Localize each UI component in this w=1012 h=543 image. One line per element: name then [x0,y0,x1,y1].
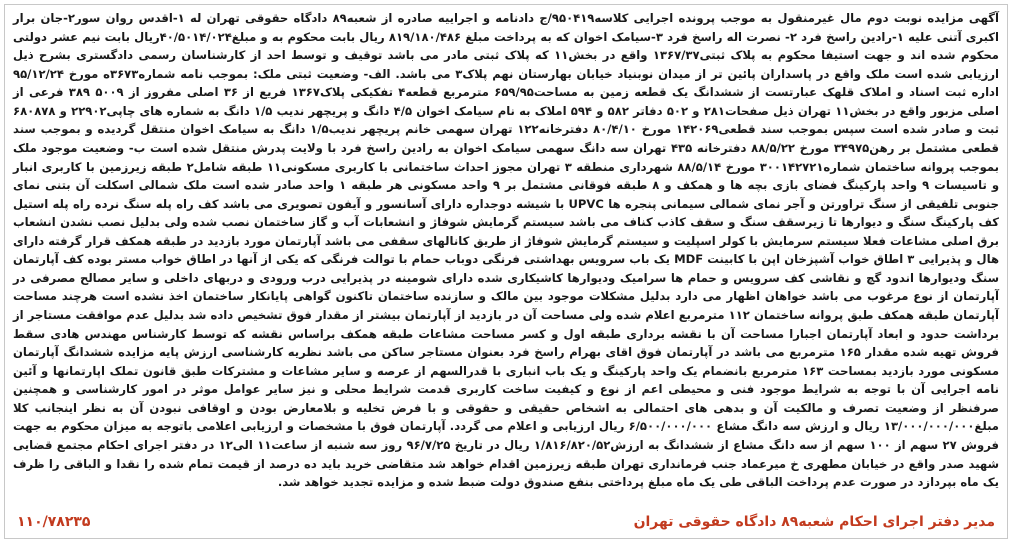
reference-number: ۱۱۰/۷۸۲۳۵ [17,514,91,530]
notice-footer [13,510,999,534]
notice-body-text: آگهی مزایده نوبت دوم مال غیرمنقول به موجب پرونده اجرایی کلاسه۹۵۰۴۱۹/ج دادنامه و اجراییه صادره از شعبه۸۹ دادگاه حقوقی تهران له ۱-اقدس روان سور۲-جان برار اکبری آتنی علیه ۱-رادین راسخ فرد ۲- نصرت اله راسخ فرد ۳-سیامک اخوان که به پرداخت مبلغ ۸۱۹/۱۸۰/۴۸۶ ریال بابت محکوم به و مبلغ۴۰/۵۰۱۴/۰۲۴ریال بابت نیم عشر دولتی محکوم شده اند و جهت استیفا محکوم به پلاک ثبتی۱۳۶۷/۳۷ واقع در بخش۱۱ که پلاک ثبتی مادر می باشد توقیف و توسط احد از کارشناسان رسمی دادگستری بشرح ذیل ارزیابی شده است ملک واقع در پاسداران پائین تر از میدان نوبنیاد خیابان بهارستان نهم پلاک۳ می باشد. الف- وضعیت ثبتی ملک: بموجب نامه شماره۳۶۷۳ه مورخ ۹۵/۱۲/۲۴ اداره ثبت اسناد و املاک قلهک عبارتست از ششدانگ یک قطعه زمین به مساحت۶۵۹/۹۵ مترمربع قطعه۴ تفکیکی پلاک۱۳۶۷ فریع از ۳۶ اصلی مفروز از ۵۰۰۹ ۳۸۹ فرعی از اصلی مزبور واقع در بخش۱۱ تهران ذیل صفحات۲۸۱ و ۵۰۲ دفاتر ۵۸۲ و ۵۹۴ املاک به نام سیامک اخوان ۴/۵ دانگ و پریچهر ندیب ۱/۵ دانگ به شماره های چاپی۲۲۹۰۲ و ۶۸۰۸۷۸ ثبت و صادر شده است سپس بموجب سند قطعی۱۴۲۰۶۹ مورخ ۸۰/۴/۱۰ دفترخانه۱۲۲ تهران سهمی خانم پریچهر ندیب۱/۵ دانگ به سیامک اخوان منتقل گردیده و بموجب سند قطعی مشتمل بر رهن۳۴۹۷۵ مورخ ۸۸/۵/۲۲ دفترخانه ۴۳۵ تهران سه دانگ سهمی سیامک اخوان به رادین راسخ فرد با ولایت پدرش منتقل شده است ب- وضعیت موجود ملک بموجب پروانه ساختمان شماره۳۰۰۱۴۲۷۲۱ مورخ ۸۸/۵/۱۴ شهرداری منطقه ۳ تهران مجوز احداث ساختمانی با کاربری مسکونی۱۱ طبقه شامل۲ طبقه زیرزمین با کاربری انبار و تاسیسات ۹ واحد پارکینگ فضای بازی بچه ها و همکف و ۸ طبقه فوقانی مشتمل بر ۹ واحد مسکونی هر طبقه ۱ واحد صادر شده است ملک شمالی اسکلت آن بتنی نمای جنوبی تلفیقی از سنگ تراورتن و آجر نمای شمالی سیمانی پنجره ها UPVC با شیشه دوجداره دارای آسانسور و آیفون تصویری می باشد کف راه پله سنگ نرده راه پله استیل کف پارکینگ سنگ و دیوارها تا زیرسقف سنگ و سقف کاذب کناف می باشد سیستم گرمایش شوفاژ و انشعابات آب و گاز ساختمان نصب شده ولی بدلیل نصب نشدن انشعاب برق اصلی مشاعات فعلا سیستم سرمایش با کولر اسپلیت و سیستم گرمایش شوفاژ از طریق کانالهای سقفی می باشد آپارتمان مورد بازدید در طبقه همکف قرار گرفته دارای هال و پذیرایی ۳ اطاق خواب آشپزخان اپن با کابینت MDF یک باب سرویس بهداشتی فرنگی دوباب حمام با توالت فرنگی که یکی از آنها در اطاق خواب مستر بوده کف آپارتمان سنگ ودیوارها اندود گچ و نقاشی کف سرویس و حمام ها سرامیک ودیوارها کاشیکاری شده دارای شومینه در پذیرایی درب ورودی و دربهای داخلی و سایر مصالح مصرفی در آپارتمان از نوع مرغوب می باشد خواهان اظهار می دارد بدلیل مشکلات موجود بین مالک و سازنده ساختمان تاکنون گواهی پایانکار ساختمان اخذ نشده است هرچند مساحت آپارتمان طبقه همکف طبق پروانه ساختمان ۱۱۲ مترمربع اعلام شده ولی مساحت آن در بازدید از آپارتمان بیشتر از مقدار فوق تشخیص داده شد بدلیل عدم موافقت مستاجر از برداشت حدود و ابعاد آپارتمان اجبارا مساحت آن با نقشه برداری طبقه اول و کسر مساحت مشاعات طبقه همکف براساس نقشه که توسط کارشناس مهندس هادی سقط فروش تهیه شده مقدار ۱۶۵ مترمربع می باشد در آپارتمان فوق اقای بهرام راسخ فرد بعنوان مستاجر ساکن می باشد نظریه کارشناسی ارزش پایه مزایده ششدانگ آپارتمان مسکونی مورد بازدید بمساحت ۱۶۳ مترمربع بانضمام یک واحد پارکینگ و یک باب انباری با قدرالسهم از عرصه و سایر مشاعات و مشترکات طبق قانون تملک اپارتمانها و آئین نامه اجرایی آن با توجه به شرایط موجود فنی و محیطی اعم از نوع و کیفیت ساخت کاربری قدمت شرایط محلی و نیز سایر عوامل موثر در امور کارشناسی و همچنین صرفنظر از وضعیت تصرف و مالکیت آن و بدهی های احتمالی به اشخاص حقیقی و حقوقی و با فرض تخلیه و بلامعارض بودن و اوقافی نبودن آن به نظر اینجانب کلا مبلغ۱۳/۰۰۰/۰۰۰/۰۰۰ ریال و ارزش سه دانگ مشاع ۶/۵۰۰/۰۰۰/۰۰۰ ریال ارزیابی و اعلام می گردد. آپارتمان فوق با مشخصات و ارزیابی اعلامی باتوجه به میزان محکوم به جهت فروش ۲۷ سهم از ۱۰۰ سهم از سه دانگ مشاع از ششدانگ به ارزش۱/۸۱۶/۸۲۰/۵۲ ریال در تاریخ ۹۶/۷/۲۵ روز سه شنبه از ساعت۱۱ الی۱۲ در دفتر اجرای احکام مجتمع قضایی شهید صدر واقع در خیابان مطهری خ میرعماد جنب فرمانداری تهران طبقه زیرزمین اقدام خواهد شد متقاضی خرید باید ده درصد از قیمت تمام شده را نقدا و الباقی را ظرف یک ماه بپردازد در صورت عدم پرداخت الباقی طی یک ماه مبلغ پرداختی بنفع صندوق دولت ضبط شده و مزایده تجدید خواهد شد. [13,11,1000,490]
office-manager-signature: مدیر دفتر اجرای احکام شعبه۸۹ دادگاه حقوقی تهران [633,514,995,530]
auction-notice [4,4,1008,539]
